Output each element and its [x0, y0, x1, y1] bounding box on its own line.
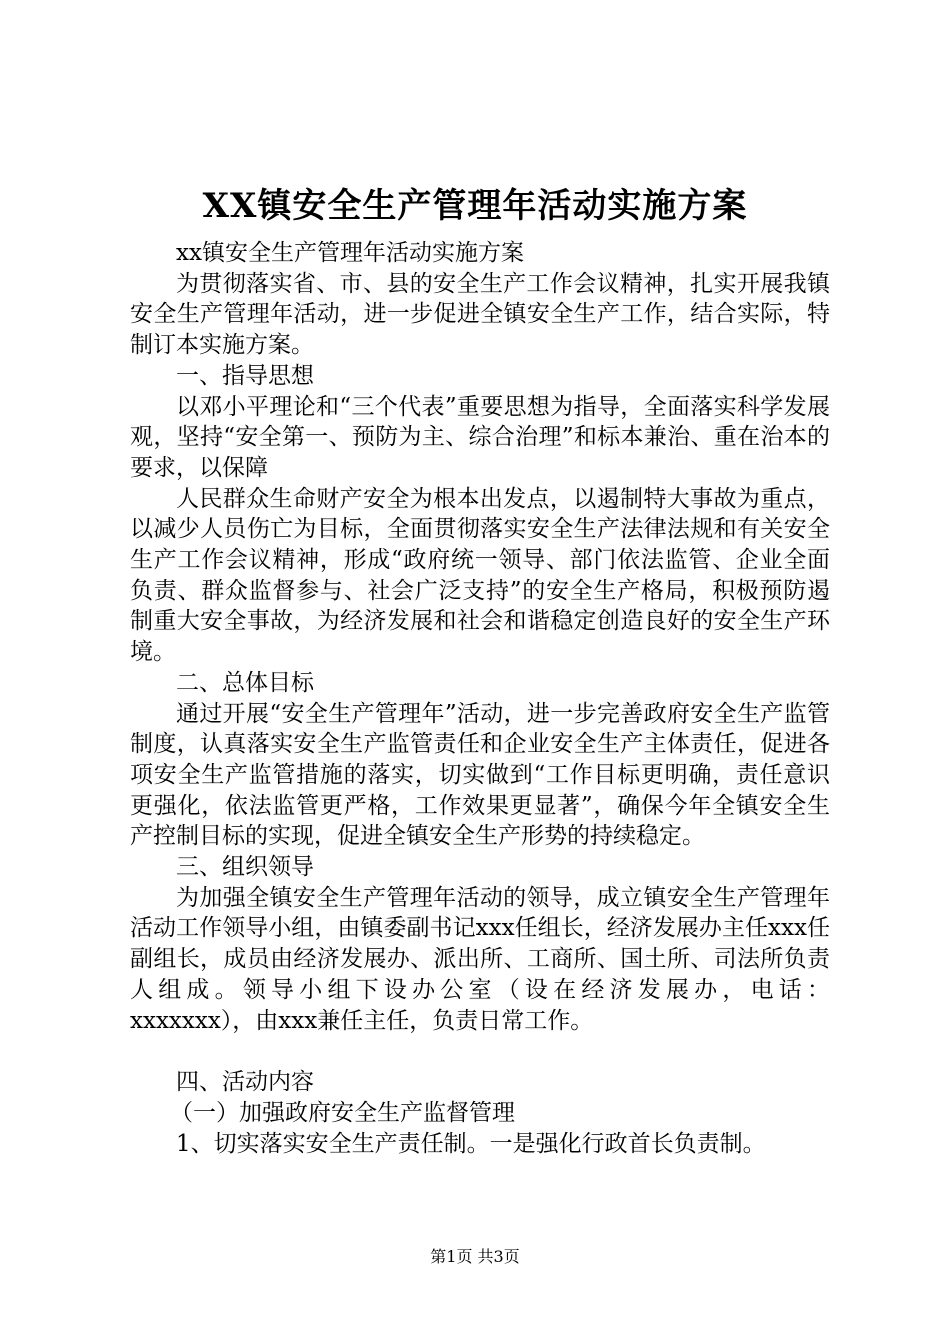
document-body: [130, 238, 830, 1159]
blank-line: [130, 1036, 830, 1067]
section-heading-3: 三、组织领导: [176, 854, 314, 881]
paragraph-guiding-2: 人民群众生命财产安全为根本出发点，以遏制特大事故为重点，以减少人员伤亡为目标，全面贯彻落实安全生产法律法规和有关安全生产工作会议精神，形成“政府统一领导、部门依法监管、企业全面负责、群众监督参与、社会广泛支持”的安全生产格局，积极预防遏制重大安全事故，为经济发展和社会和谐稳定创造良好的安全生产环境。: [130, 485, 830, 666]
subsection-heading-1: （一）加强政府安全生产监督管理: [170, 1099, 515, 1126]
paragraph-intro: 为贯彻落实省、市、县的安全生产工作会议精神，扎实开展我镇安全生产管理年活动，进一步促进全镇安全生产工作，结合实际，特制订本实施方案。: [130, 270, 830, 359]
paragraph-guiding-1: 以邓小平理论和“三个代表”重要思想为指导，全面落实科学发展观，坚持“安全第一、预防为主、综合治理”和标本兼治、重在治本的要求，以保障: [130, 393, 830, 481]
page-footer: 第1页 共3页: [430, 1247, 520, 1266]
paragraph-subtitle: xx镇安全生产管理年活动实施方案: [176, 240, 524, 266]
paragraph-item-1: 1、切实落实安全生产责任制。一是强化行政首长负责制。: [176, 1130, 766, 1157]
document-title: XX镇安全生产管理年活动实施方案: [202, 186, 748, 226]
section-heading-4: 四、活动内容: [176, 1069, 314, 1096]
paragraph-organization: 为加强全镇安全生产管理年活动的领导，成立镇安全生产管理年活动工作领导小组，由镇委副书记xxx任组长，经济发展办主任xxx任副组长，成员由经济发展办、派出所、工商所、国土所、司法所负责人组成。领导小组下设办公室（设在经济发展办，电话：xxxxxxx），由xxx兼任主任，负责日常工作。: [130, 884, 830, 1034]
section-heading-2: 二、总体目标: [176, 669, 314, 696]
section-heading-1: 一、指导思想: [176, 362, 314, 389]
paragraph-goals: 通过开展“安全生产管理年”活动，进一步完善政府安全生产监管制度，认真落实安全生产监管责任和企业安全生产主体责任，促进各项安全生产监管措施的落实，切实做到“工作目标更明确，责任意识更强化，依法监管更严格，工作效果更显著”，确保今年全镇安全生产控制目标的实现，促进全镇安全生产形势的持续稳定。: [130, 700, 830, 850]
